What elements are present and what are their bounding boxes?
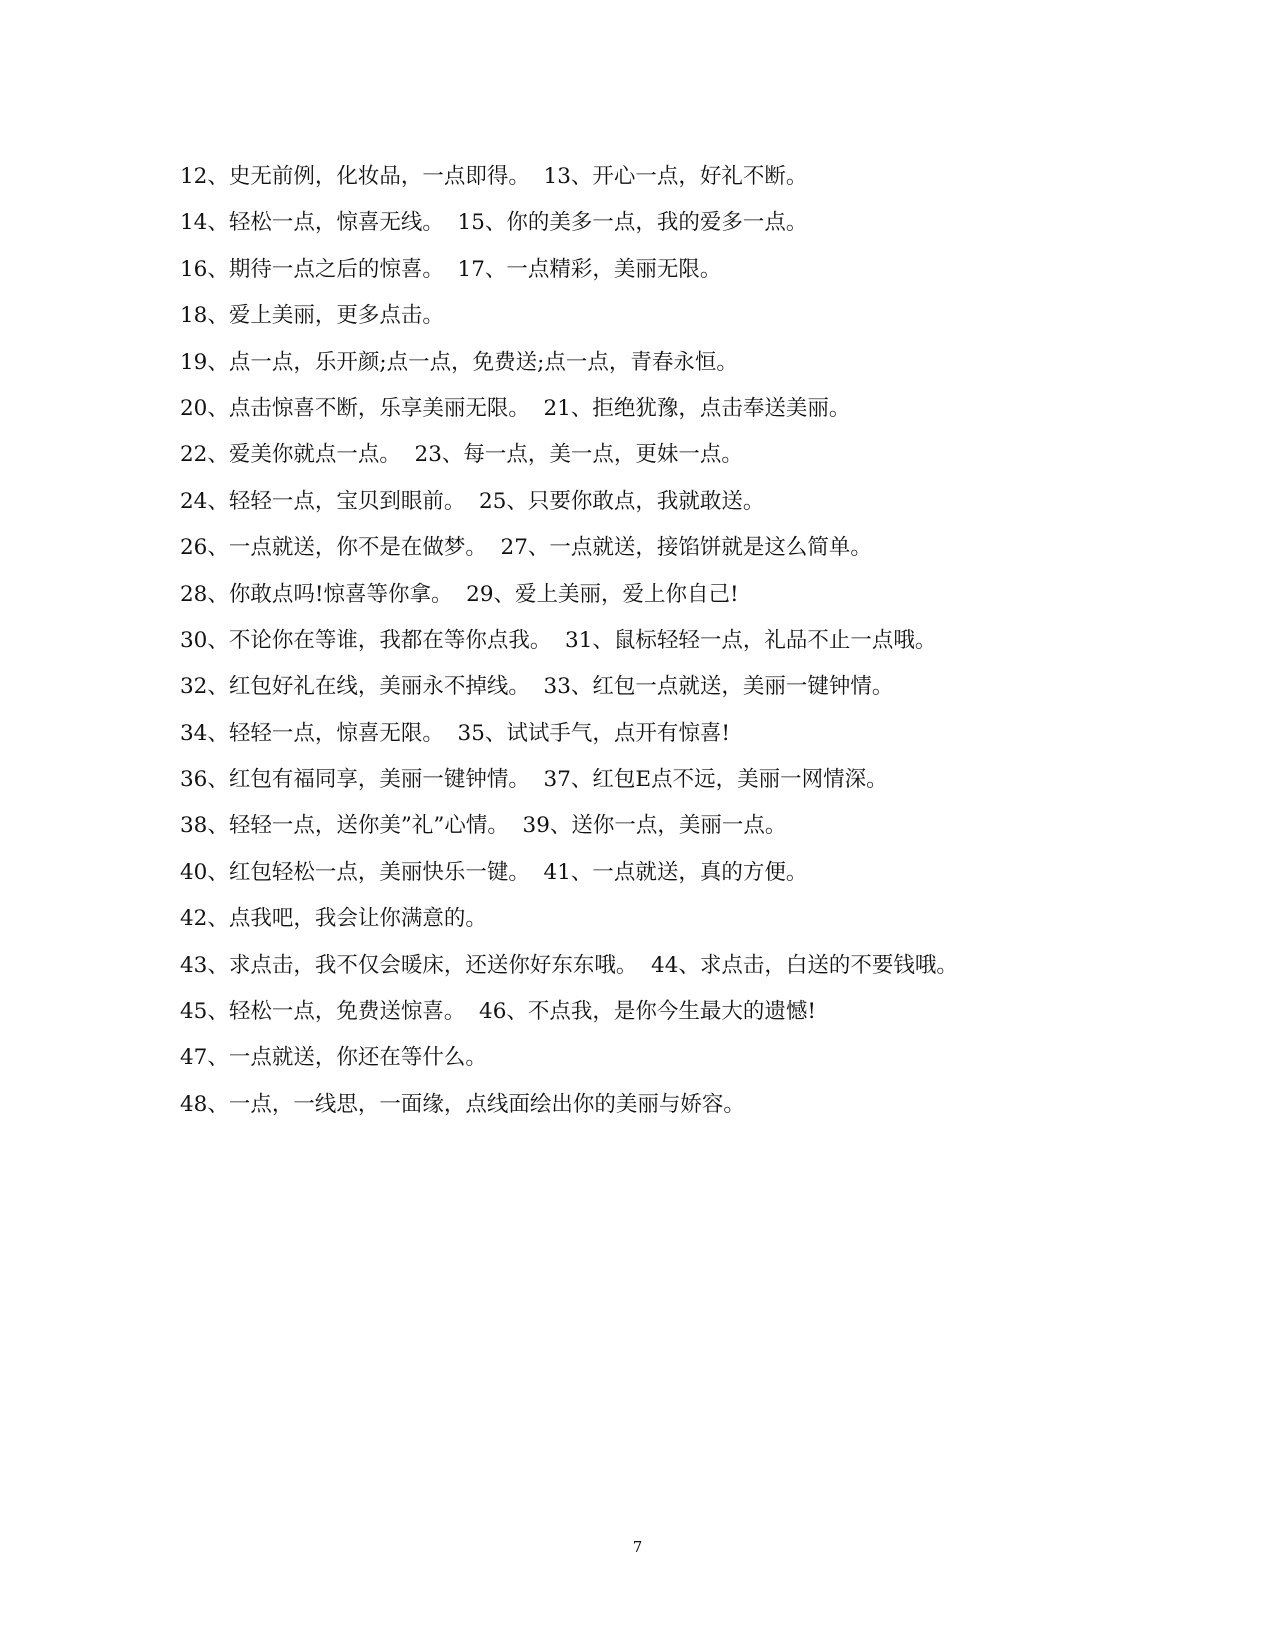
page-number: 7 [632,1538,643,1556]
text-line: 20、点击惊喜不断，乐享美丽无限。 21、拒绝犹豫，点击奉送美丽。 [180,395,851,421]
text-line: 30、不论你在等谁，我都在等你点我。 31、鼠标轻轻一点，礼品不止一点哦。 [180,627,937,653]
document-body [180,163,1100,1137]
text-line: 26、一点就送，你不是在做梦。 27、一点就送，接馅饼就是这么简单。 [180,535,872,561]
text-line: 32、红包好礼在线，美丽永不掉线。 33、红包一点就送，美丽一键钟情。 [180,674,894,700]
text-line: 28、你敢点吗!惊喜等你拿。 29、爱上美丽，爱上你自己! [180,581,739,607]
text-line: 22、爱美你就点一点。 23、每一点，美一点，更妹一点。 [180,442,743,468]
text-line: 43、求点击，我不仅会暖床，还送你好东东哦。 44、求点击，白送的不要钱哦。 [180,952,958,978]
text-line: 40、红包轻松一点，美丽快乐一键。 41、一点就送，真的方便。 [180,859,808,885]
text-line: 45、轻松一点，免费送惊喜。 46、不点我，是你今生最大的遗憾! [180,999,817,1025]
text-line: 16、期待一点之后的惊喜。 17、一点精彩，美丽无限。 [180,256,722,282]
text-line: 38、轻轻一点，送你美”礼”心情。 39、送你一点，美丽一点。 [180,813,787,839]
text-line: 18、爱上美丽，更多点击。 [180,303,444,329]
text-line: 47、一点就送，你还在等什么。 [180,1045,487,1071]
text-line: 14、轻松一点，惊喜无线。 15、你的美多一点，我的爱多一点。 [180,210,808,236]
text-line: 24、轻轻一点，宝贝到眼前。 25、只要你敢点，我就敢送。 [180,488,765,514]
text-line: 19、点一点，乐开颜;点一点，免费送;点一点，青春永恒。 [180,349,738,375]
text-line: 36、红包有福同享，美丽一键钟情。 37、红包E点不远，美丽一网情深。 [180,767,888,793]
text-line: 12、史无前例，化妆品，一点即得。 13、开心一点，好礼不断。 [180,164,808,189]
text-line: 42、点我吧，我会让你满意的。 [180,906,487,932]
text-line: 34、轻轻一点，惊喜无限。 35、试试手气，点开有惊喜! [180,720,731,746]
text-line: 48、一点，一线思，一面缘，点线面绘出你的美丽与娇容。 [180,1091,745,1117]
